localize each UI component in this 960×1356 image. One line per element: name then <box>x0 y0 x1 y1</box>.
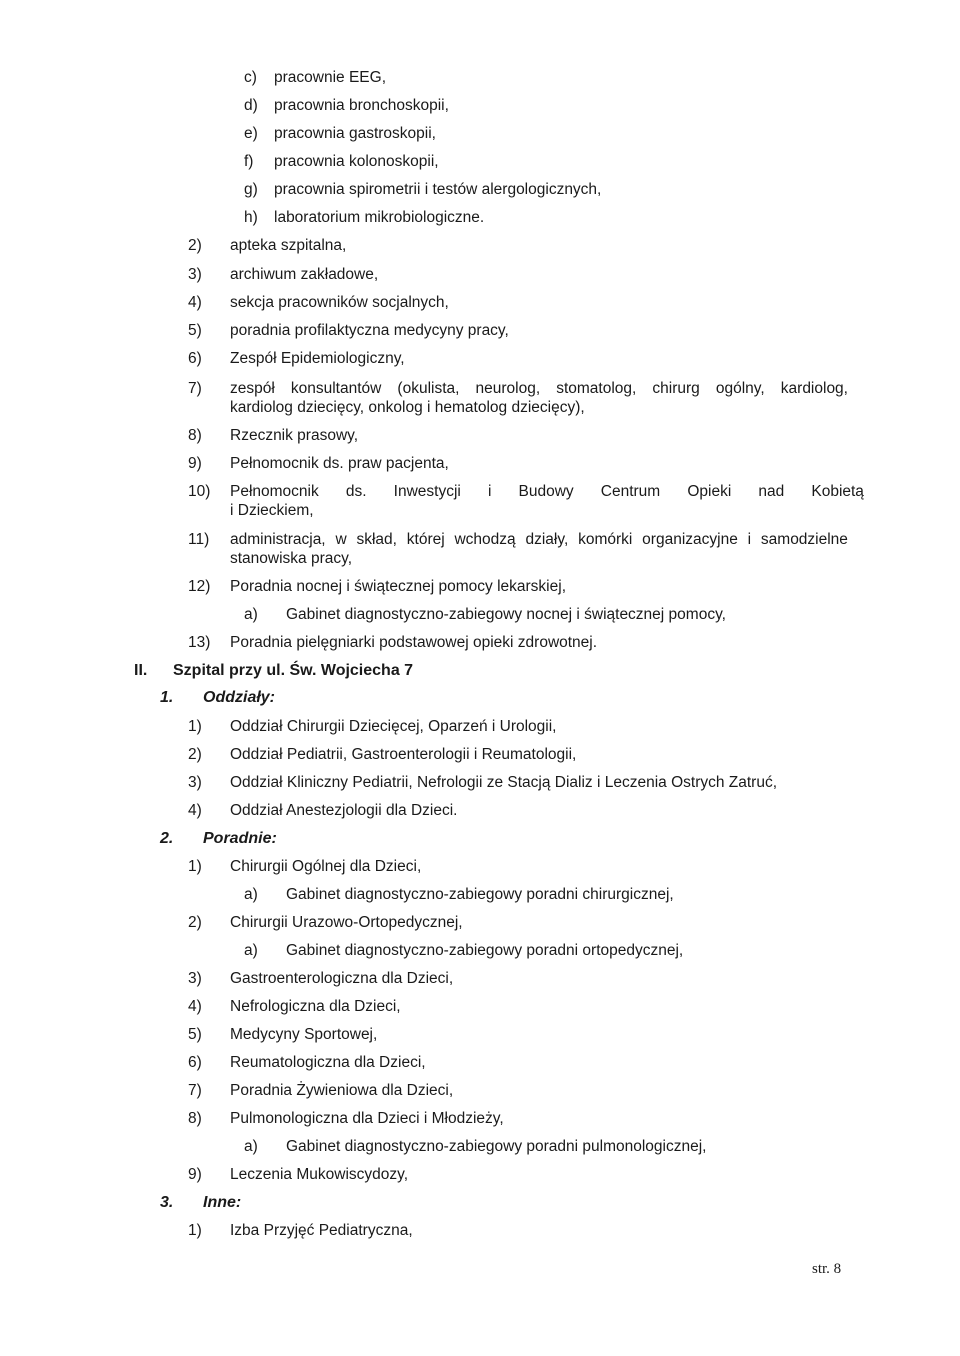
word: Kobietą <box>811 483 864 500</box>
list-item-text: Pulmonologiczna dla Dzieci i Młodzieży, <box>230 1110 504 1127</box>
word: neurolog, <box>475 380 541 397</box>
list-item-text: Oddział Kliniczny Pediatrii, Nefrologii ze Stacją Dializ i Leczenia Ostrych Zatruć, <box>230 774 778 791</box>
list-item-text: Pełnomocnik ds. praw pacjenta, <box>230 455 449 472</box>
word: i <box>747 531 752 548</box>
word: organizacyjne <box>642 531 738 548</box>
list-item-text: Gabinet diagnostyczno-zabiegowy poradni chirurgicznej, <box>286 886 674 903</box>
list-marker: 2) <box>188 746 202 763</box>
list-marker: 1) <box>188 858 202 875</box>
word: której <box>406 531 445 548</box>
list-item-text: Poradnia pielęgniarki podstawowej opieki zdrowotnej. <box>230 634 598 651</box>
list-marker: 11) <box>188 531 210 548</box>
list-marker: f) <box>244 153 254 170</box>
list-marker: 3) <box>188 970 202 987</box>
list-item-text: archiwum zakładowe, <box>230 266 379 283</box>
list-marker: 8) <box>188 1110 202 1127</box>
list-marker: 1) <box>188 1222 202 1239</box>
list-item-text: Oddział Pediatrii, Gastroenterologii i Reumatologii, <box>230 746 577 763</box>
word: Budowy <box>518 483 574 500</box>
list-marker: 4) <box>188 294 202 311</box>
list-marker: 9) <box>188 455 202 472</box>
list-marker: 12) <box>188 578 211 595</box>
word: Centrum <box>600 483 661 500</box>
list-item-text: i Dzieckiem, <box>230 502 314 519</box>
list-item-text: pracownia bronchoskopii, <box>274 97 449 114</box>
list-item-text: apteka szpitalna, <box>230 237 347 254</box>
list-item-text: pracownia gastroskopii, <box>274 125 436 142</box>
list-item-text: Poradnia Żywieniowa dla Dzieci, <box>230 1082 454 1099</box>
group-number: 2. <box>160 830 174 847</box>
list-marker: d) <box>244 97 258 114</box>
list-item-text: pracownia kolonoskopii, <box>274 153 439 170</box>
list-item-text: Reumatologiczna dla Dzieci, <box>230 1054 426 1071</box>
page-number: str. 8 <box>812 1261 842 1277</box>
list-item-text: Gastroenterologiczna dla Dzieci, <box>230 970 454 987</box>
word: i <box>487 483 492 500</box>
section-title: Szpital przy ul. Św. Wojciecha 7 <box>173 662 414 679</box>
list-marker: 6) <box>188 1054 202 1071</box>
list-marker: g) <box>244 181 258 198</box>
list-marker: 4) <box>188 802 202 819</box>
list-item-text: Gabinet diagnostyczno-zabiegowy poradni pulmonologicznej, <box>286 1138 707 1155</box>
list-marker: a) <box>244 942 258 959</box>
list-item-text: Gabinet diagnostyczno-zabiegowy poradni ortopedycznej, <box>286 942 684 959</box>
word: konsultantów <box>290 380 382 397</box>
list-marker: h) <box>244 209 258 226</box>
list-item-text: pracownia spirometrii i testów alergologicznych, <box>274 181 602 198</box>
list-item-text: Medycyny Sportowej, <box>230 1026 378 1043</box>
list-marker: 8) <box>188 427 202 444</box>
word: (okulista, <box>397 380 460 397</box>
group-number: 3. <box>160 1194 174 1211</box>
justified-line <box>230 481 864 503</box>
list-marker: 5) <box>188 322 202 339</box>
word: samodzielne <box>760 531 848 548</box>
list-item-text: Oddział Anestezjologii dla Dzieci. <box>230 802 458 819</box>
list-marker: 3) <box>188 774 202 791</box>
list-marker: 6) <box>188 350 202 367</box>
list-marker: 7) <box>188 380 202 397</box>
word: chirurg <box>652 380 700 397</box>
word: stomatolog, <box>556 380 637 397</box>
list-marker: 2) <box>188 914 202 931</box>
list-marker: a) <box>244 606 258 623</box>
list-marker: 7) <box>188 1082 202 1099</box>
list-item-text: laboratorium mikrobiologiczne. <box>274 209 485 226</box>
group-title: Inne: <box>203 1194 242 1211</box>
list-item-text: Rzecznik prasowy, <box>230 427 359 444</box>
list-marker: 2) <box>188 237 202 254</box>
list-marker: 3) <box>188 266 202 283</box>
list-marker: 1) <box>188 718 202 735</box>
list-item-text: poradnia profilaktyczna medycyny pracy, <box>230 322 509 339</box>
list-marker: e) <box>244 125 258 142</box>
list-item-text: sekcja pracowników socjalnych, <box>230 294 449 311</box>
word: administracja, <box>230 531 326 548</box>
group-title: Oddziały: <box>203 689 276 706</box>
word: zespół <box>230 380 275 397</box>
list-marker: a) <box>244 1138 258 1155</box>
group-title: Poradnie: <box>203 830 277 847</box>
list-item-text: Chirurgii Urazowo-Ortopedycznej, <box>230 914 463 931</box>
list-item-text: Gabinet diagnostyczno-zabiegowy nocnej i świątecznej pomocy, <box>286 606 726 623</box>
word: Pełnomocnik <box>230 483 319 500</box>
word: ogólny, <box>715 380 765 397</box>
list-marker: 5) <box>188 1026 202 1043</box>
word: działy, <box>525 531 569 548</box>
list-marker: 4) <box>188 998 202 1015</box>
list-item-text: Izba Przyjęć Pediatryczna, <box>230 1222 413 1239</box>
word: kardiolog, <box>780 380 848 397</box>
word: wchodzą <box>454 531 516 548</box>
list-marker: 9) <box>188 1166 202 1183</box>
list-item-text: Zespół Epidemiologiczny, <box>230 350 405 367</box>
list-marker: 13) <box>188 634 211 651</box>
list-item-text: kardiolog dziecięcy, onkolog i hematolog dziecięcy), <box>230 399 585 416</box>
list-item-text: Oddział Chirurgii Dziecięcej, Oparzeń i Urologii, <box>230 718 557 735</box>
list-item-text: Leczenia Mukowiscydozy, <box>230 1166 409 1183</box>
word: w <box>335 531 347 548</box>
word: ds. <box>345 483 367 500</box>
group-number: 1. <box>160 689 174 706</box>
list-marker: c) <box>244 69 257 86</box>
list-item-text: Nefrologiczna dla Dzieci, <box>230 998 401 1015</box>
word: Opieki <box>687 483 732 500</box>
list-item-text: pracownie EEG, <box>274 69 386 86</box>
list-item-text: Chirurgii Ogólnej dla Dzieci, <box>230 858 422 875</box>
word: skład, <box>356 531 397 548</box>
list-marker: 10) <box>188 483 211 500</box>
section-numeral: II. <box>134 662 148 679</box>
list-marker: a) <box>244 886 258 903</box>
word: nad <box>758 483 785 500</box>
word: komórki <box>578 531 633 548</box>
word: Inwestycji <box>393 483 461 500</box>
list-item-text: Poradnia nocnej i świątecznej pomocy lekarskiej, <box>230 578 566 595</box>
list-item-text: stanowiska pracy, <box>230 550 353 567</box>
